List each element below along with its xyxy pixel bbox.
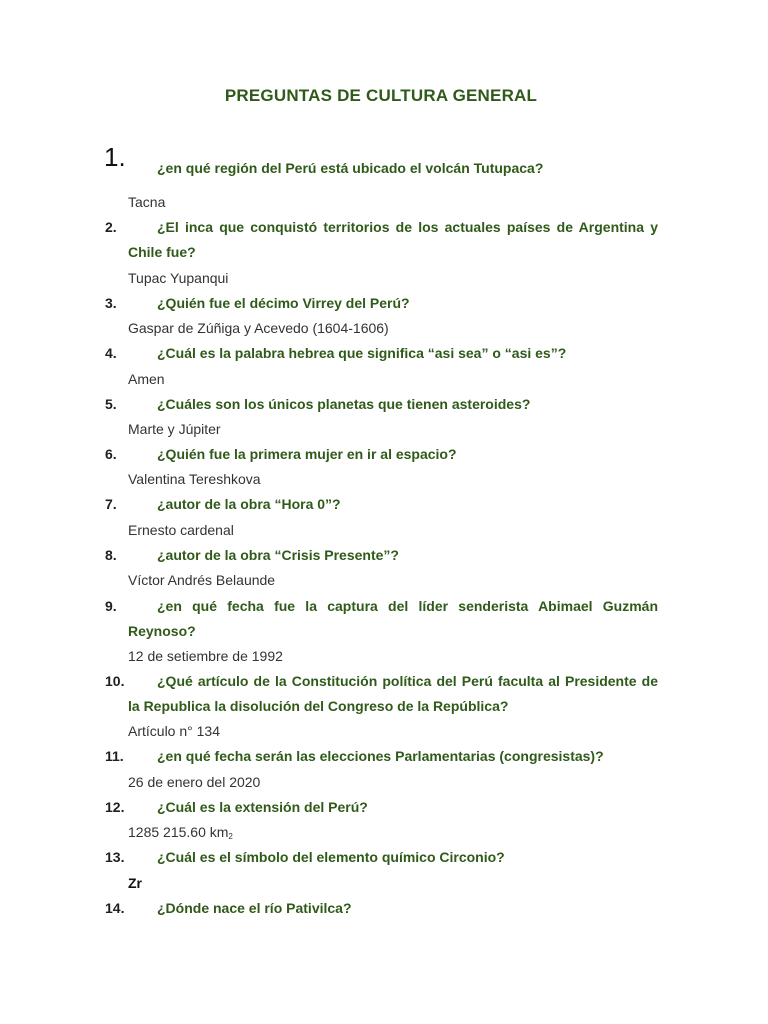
answer-text: Ernesto cardenal	[128, 522, 234, 538]
question-number: 9.	[105, 598, 117, 614]
question-number: 2.	[105, 219, 117, 235]
question-text: ¿Cuáles son los únicos planetas que tienen asteroides?	[157, 396, 531, 412]
question-text: ¿en qué fecha serán las elecciones Parlamentarias (congresistas)?	[157, 748, 604, 764]
answer-text: Gaspar de Zúñiga y Acevedo (1604-1606)	[128, 320, 389, 336]
answer-text: Tupac Yupanqui	[128, 270, 229, 286]
question-number: 13.	[105, 849, 125, 865]
answer-text: Artículo n° 134	[128, 723, 220, 739]
question-text: ¿Cuál es la palabra hebrea que significa “asi sea” o “asi es”?	[157, 345, 567, 361]
answer-unit-superscript: 2	[228, 832, 233, 841]
question-text: ¿autor de la obra “Crisis Presente”?	[157, 547, 399, 563]
question-text: ¿Dónde nace el río Pativilca?	[157, 900, 352, 916]
question-number: 11.	[105, 748, 124, 764]
page-title: PREGUNTAS DE CULTURA GENERAL	[224, 86, 538, 105]
answer-text: Zr	[128, 875, 142, 891]
question-text: ¿Cuál es la extensión del Perú?	[157, 799, 368, 815]
answer-text: Tacna	[128, 194, 166, 210]
question-text: ¿Quién fue la primera mujer en ir al espacio?	[157, 446, 457, 462]
answer-text: 26 de enero del 2020	[128, 774, 261, 790]
question-number: 12.	[105, 799, 125, 815]
question-text: ¿en qué fecha fue la captura del líder senderista Abimael Guzmán Reynoso?	[128, 598, 658, 639]
question-text: ¿en qué región del Perú está ubicado el volcán Tutupaca?	[157, 160, 544, 176]
question-number: 7.	[105, 496, 117, 512]
answer-text: Víctor Andrés Belaunde	[128, 572, 276, 588]
question-number: 8.	[105, 547, 117, 563]
question-number: 4.	[105, 345, 117, 361]
answer-text	[128, 822, 668, 847]
question-text: ¿Qué artículo de la Constitución política del Perú faculta al Presidente de la Republica la disolución del Congreso de la República?	[128, 673, 658, 714]
question-text: ¿autor de la obra “Hora 0”?	[157, 496, 341, 512]
question-number: 5.	[105, 396, 117, 412]
question-number: 6.	[105, 446, 117, 462]
question-number: 14.	[105, 900, 125, 916]
question-text: ¿Quién fue el décimo Virrey del Perú?	[157, 295, 410, 311]
answer-text: Valentina Tereshkova	[128, 471, 261, 487]
answer-value: 1285 215.60 km	[128, 824, 229, 840]
question-text: ¿El inca que conquistó territorios de los actuales países de Argentina y Chile fue?	[128, 219, 658, 260]
question-number: 3.	[105, 295, 117, 311]
answer-text: Marte y Júpiter	[128, 421, 221, 437]
answer-text: 12 de setiembre de 1992	[128, 648, 283, 664]
answer-text: Amen	[128, 371, 165, 387]
question-number: 10.	[105, 673, 125, 689]
question-number: 1.	[104, 142, 126, 172]
question-text: ¿Cuál es el símbolo del elemento químico Circonio?	[157, 849, 505, 865]
